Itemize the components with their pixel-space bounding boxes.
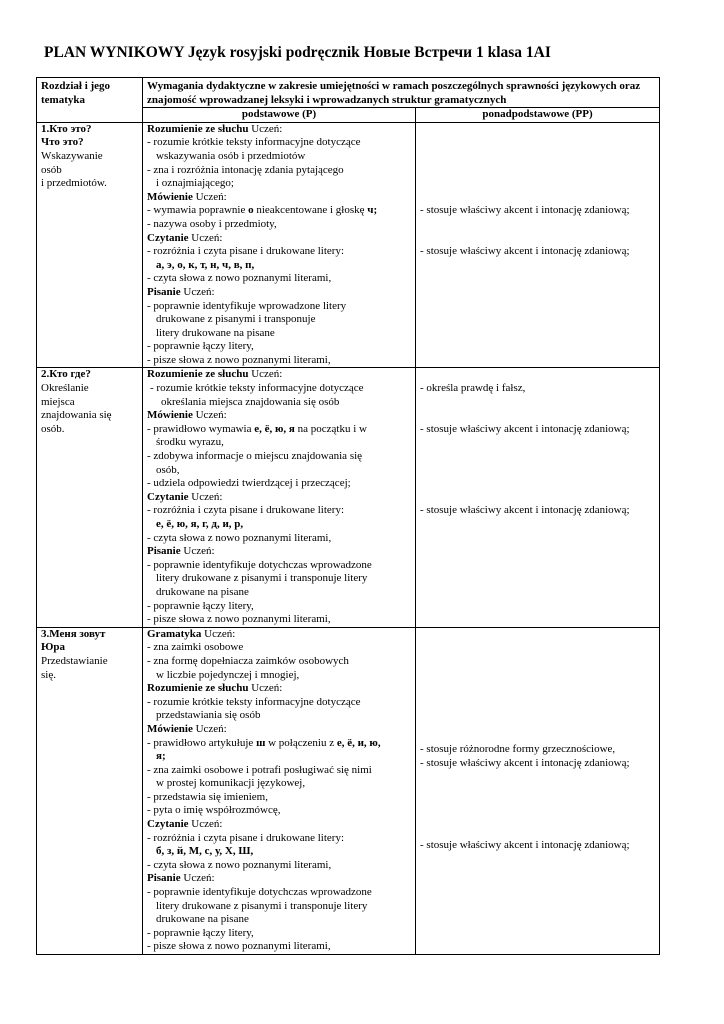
requirement-line: - poprawnie identyfikuje dotychczas wprowadzone xyxy=(147,558,372,571)
requirement-category: Pisanie Uczeń: xyxy=(147,285,215,298)
letters-line: а, э, о, к, т, н, ч, в, п, xyxy=(156,258,255,271)
requirement-line: w liczbie pojedynczej i mnogiej, xyxy=(156,668,300,681)
requirement-line: i oznajmiającego; xyxy=(156,177,234,190)
document-title: PLAN WYNIKOWY Język rosyjski podręcznik Новые Встречи 1 klasa 1AI xyxy=(44,44,551,61)
header-advanced-level: ponadpodstawowe (PP) xyxy=(416,108,660,123)
requirement-line: - rozumie krótkie teksty informacyjne dotyczące xyxy=(150,382,364,395)
advanced-requirements-cell xyxy=(416,368,660,627)
header-chapter-line: tematyka xyxy=(41,93,85,106)
requirement-line: - pisze słowa z nowo poznanymi literami, xyxy=(147,613,331,626)
table-row xyxy=(37,368,660,627)
header-requirements-line: Wymagania dydaktyczne w zakresie umiejętności w ramach poszczególnych sprawności językowych oraz xyxy=(147,80,641,92)
requirement-line: wskazywania osób i przedmiotów xyxy=(156,149,306,162)
requirement-category: Rozumienie ze słuchu Uczeń: xyxy=(147,682,283,695)
advanced-requirement-line: - stosuje właściwy akcent i intonację zdaniową; xyxy=(420,504,630,517)
requirement-line: - czyta słowa z nowo poznanymi literami, xyxy=(147,272,332,285)
basic-requirements-cell xyxy=(143,368,416,627)
requirement-line: - pisze słowa z nowo poznanymi literami, xyxy=(147,940,331,953)
requirement-category: Pisanie Uczeń: xyxy=(147,872,215,885)
requirement-line: - rozróżnia i czyta pisane i drukowane litery: xyxy=(147,245,345,258)
requirement-category: Czytanie Uczeń: xyxy=(147,231,223,244)
advanced-requirement-line: - stosuje różnorodne formy grzecznościowe, xyxy=(420,743,616,756)
requirement-line: - nazywa osoby i przedmioty, xyxy=(147,217,277,230)
basic-requirements-cell xyxy=(143,627,416,954)
topic-desc-line: osób. xyxy=(41,422,65,435)
requirement-line: - pisze słowa z nowo poznanymi literami, xyxy=(147,353,331,366)
advanced-requirements-cell xyxy=(416,122,660,368)
requirement-line: - udziela odpowiedzi twierdzącej i przeczącej; xyxy=(147,477,351,490)
topic-desc-line: się. xyxy=(41,668,56,681)
requirement-line: - czyta słowa z nowo poznanymi literami, xyxy=(147,531,332,544)
requirement-line: - rozumie krótkie teksty informacyjne dotyczące xyxy=(147,695,361,708)
requirement-line: drukowane na pisane xyxy=(156,913,249,926)
requirement-line: litery drukowane na pisane xyxy=(156,326,275,339)
letters-line: б, з, й, М, с, у, Х, Ш, xyxy=(156,845,254,858)
requirement-line: - poprawnie identyfikuje dotychczas wprowadzone xyxy=(147,886,372,899)
requirement-line: - rozróżnia i czyta pisane i drukowane litery: xyxy=(147,504,345,517)
requirement-category: Pisanie Uczeń: xyxy=(147,545,215,558)
letters-line: е, ё, ю, я, г, д, и, р, xyxy=(156,518,244,530)
requirement-line: przedstawiania się osób xyxy=(156,709,261,722)
advanced-requirement-line: - stosuje właściwy akcent i intonację zdaniową; xyxy=(420,838,630,851)
requirement-category: Mówienie Uczeń: xyxy=(147,722,227,735)
requirement-line: - poprawnie łączy litery, xyxy=(147,340,254,353)
topic-desc-line: i przedmiotów. xyxy=(41,177,107,190)
requirement-line: - rozumie krótkie teksty informacyjne dotyczące xyxy=(147,136,361,149)
topic-desc-line: znajdowania się xyxy=(41,409,112,422)
requirement-line: - pyta o imię współrozmówcę, xyxy=(147,804,281,817)
requirement-category: Mówienie Uczeń: xyxy=(147,190,227,203)
requirement-line: я; xyxy=(156,750,166,763)
requirement-line: - zna formę dopełniacza zaimków osobowych xyxy=(147,654,349,667)
requirement-category: Rozumienie ze słuchu Uczeń: xyxy=(147,122,283,135)
requirement-line: - zdobywa informacje o miejscu znajdowania się xyxy=(147,450,363,463)
topic-title-line: Что это? xyxy=(41,136,84,149)
topic-title-line: 3.Меня зовут xyxy=(41,627,106,640)
topic-cell xyxy=(37,122,143,368)
requirement-line: środku wyrazu, xyxy=(156,436,224,449)
topic-title-line: 2.Кто где? xyxy=(41,368,91,381)
requirement-line: określania miejsca znajdowania się osób xyxy=(161,395,340,408)
requirement-line: - zna zaimki osobowe i potrafi posługiwać się nimi xyxy=(147,763,372,776)
table-row xyxy=(37,627,660,954)
topic-title-line: 1.Кто это? xyxy=(41,122,92,135)
requirement-line: litery drukowane z pisanymi i transponuje litery xyxy=(156,899,368,912)
header-requirements-line: znajomość wprowadzanej leksyki i wprowadzanych struktur gramatycznych xyxy=(147,93,507,106)
topic-cell xyxy=(37,627,143,954)
requirement-category: Czytanie Uczeń: xyxy=(147,490,223,503)
advanced-requirement-line: - stosuje właściwy akcent i intonację zdaniową; xyxy=(420,422,630,435)
plan-table xyxy=(36,77,660,955)
header-chapter-cell xyxy=(37,78,143,123)
table-header-row xyxy=(37,78,660,108)
table-row xyxy=(37,122,660,368)
requirement-line: osób, xyxy=(156,463,180,476)
requirement-line: - wymawia poprawnie o nieakcentowane i głoskę ч; xyxy=(147,204,378,217)
advanced-requirement-line: - stosuje właściwy akcent i intonację zdaniową; xyxy=(420,756,630,769)
basic-requirements-cell xyxy=(143,122,416,368)
requirement-category: Mówienie Uczeń: xyxy=(147,409,227,422)
requirement-line: - prawidłowo artykułuje ш w połączeniu z е, ё, и, ю, xyxy=(147,736,381,749)
header-basic-level: podstawowe (P) xyxy=(143,108,416,123)
requirement-category: Rozumienie ze słuchu Uczeń: xyxy=(147,368,283,381)
advanced-requirement-line: - stosuje właściwy akcent i intonację zdaniową; xyxy=(420,204,630,217)
requirement-line: drukowane na pisane xyxy=(156,585,249,598)
requirement-line: - poprawnie łączy litery, xyxy=(147,599,254,612)
requirement-line: - poprawnie łączy litery, xyxy=(147,926,254,939)
requirement-line: w prostej komunikacji językowej, xyxy=(156,777,306,790)
topic-desc-line: Określanie xyxy=(41,382,89,395)
topic-title-line: Юра xyxy=(41,641,66,654)
topic-desc-line: Wskazywanie xyxy=(41,149,103,162)
header-chapter-line: Rozdział i jego xyxy=(41,80,111,92)
advanced-requirement-line: - określa prawdę i fałsz, xyxy=(420,382,526,395)
requirement-line: - czyta słowa z nowo poznanymi literami, xyxy=(147,858,332,871)
topic-desc-line: osób xyxy=(41,163,62,176)
requirement-category: Gramatyka Uczeń: xyxy=(147,627,236,640)
requirement-category: Czytanie Uczeń: xyxy=(147,818,223,831)
advanced-requirement-line: - stosuje właściwy akcent i intonację zdaniową; xyxy=(420,245,630,258)
requirement-line: - przedstawia się imieniem, xyxy=(147,790,268,803)
advanced-requirements-cell xyxy=(416,627,660,954)
requirement-line: - rozróżnia i czyta pisane i drukowane litery: xyxy=(147,831,345,844)
topic-cell xyxy=(37,368,143,627)
header-requirements-cell xyxy=(143,78,660,108)
requirement-line: - zna i rozróżnia intonację zdania pytającego xyxy=(147,163,344,176)
requirement-line: - prawidłowo wymawia е, ё, ю, я na początku i w xyxy=(147,422,367,435)
requirement-line: - poprawnie identyfikuje wprowadzone litery xyxy=(147,299,347,312)
requirement-line: litery drukowane z pisanymi i transponuje litery xyxy=(156,572,368,585)
requirement-line: drukowane z pisanymi i transponuje xyxy=(156,313,316,326)
requirement-line: - zna zaimki osobowe xyxy=(147,641,244,654)
topic-desc-line: Przedstawianie xyxy=(41,654,108,667)
topic-desc-line: miejsca xyxy=(41,395,75,408)
